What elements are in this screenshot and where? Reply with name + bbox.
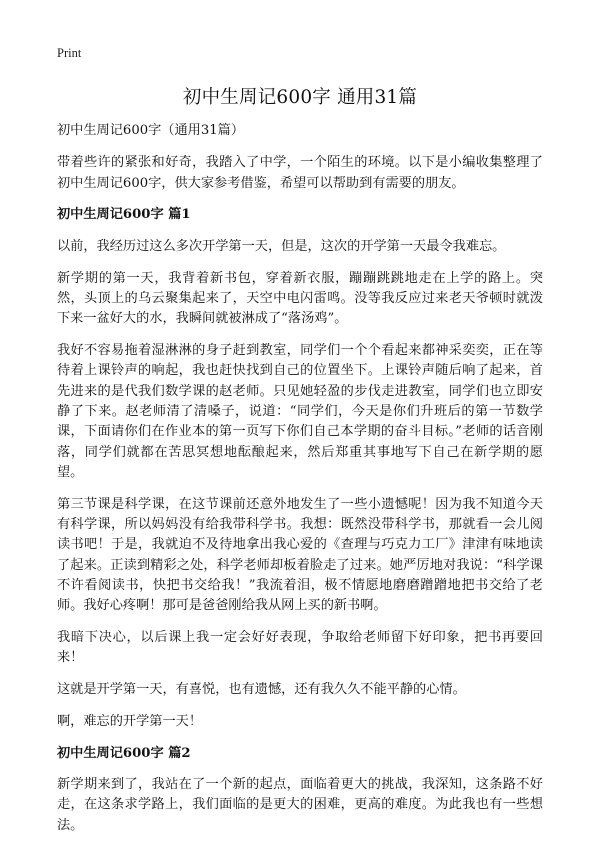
paragraph: 我暗下决心，以后课上我一定会好好表现，争取给老师留下好印象，把书再要回来！ bbox=[57, 629, 543, 666]
section-heading: 初中生周记600字 篇2 bbox=[57, 745, 191, 761]
section-heading: 初中生周记600字 篇1 bbox=[57, 207, 191, 223]
article-subtitle: 初中生周记600字（通用31篇） bbox=[57, 123, 245, 138]
paragraph: 以前，我经历过这么多次开学第一天，但是，这次的开学第一天最令我难忘。 bbox=[57, 238, 506, 254]
paragraph: 我好不容易拖着湿淋淋的身子赶到教室，同学们一个个看起来都神采奕奕，正在等待着上课铃声的响起，我也赶快找到自己的位置坐下。上课铃声随后响了起来，首先进来的是代我们数学课的赵老师。只见她轻盈的步伐走进教室，同学们也立即安静了下来。赵老师清了清嗓子，说道：“同学们，今天是你们升班后的第一节数学课，下面请你们在作业本的第一页写下你们自己本学期的奋斗目标。”老师的话音刚落，同学们就都在苦思冥想地酝酿起来，然后郑重其事地写下自己在新学期的愿望。 bbox=[57, 343, 543, 480]
paragraph: 新学期来到了，我站在了一个新的起点，面临着更大的挑战，我深知，这条路不好走，在这条求学路上，我们面临的是更大的困难，更高的难度。为此我也有一些想法。 bbox=[57, 777, 543, 833]
article-body bbox=[57, 121, 543, 848]
paragraph: 新学期的第一天，我背着新书包，穿着新衣服，蹦蹦跳跳地走在上学的路上。突然，头顶上的乌云聚集起来了，天空中电闪雷鸣。没等我反应过来老天爷顿时就泼下来一盆好大的水，我瞬间就被淋成了“落汤鸡”。 bbox=[57, 270, 543, 327]
intro-paragraph: 带着些许的紧张和好奇，我踏入了中学，一个陌生的环境。以下是小编收集整理了初中生周记600字，供大家参考借鉴，希望可以帮助到有需要的朋友。 bbox=[57, 155, 543, 191]
paragraph: 啊，难忘的开学第一天！ bbox=[57, 713, 203, 729]
print-link[interactable]: Print bbox=[57, 46, 82, 60]
page-title: 初中生周记600字 通用31篇 bbox=[182, 87, 418, 108]
paragraph: 这就是开学第一天，有喜悦，也有遗憾，还有我久久不能平静的心情。 bbox=[57, 682, 466, 698]
paragraph: 第三节课是科学课，在这节课前还意外地发生了一些小遗憾呢！因为我不知道今天有科学课，所以妈妈没有给我带科学书。我想：既然没带科学书，那就看一会儿阅读书吧！于是，我就迫不及待地拿出我心爱的《查理与巧克力工厂》津津有味地读了起来。正读到精彩之处，科学老师却板着脸走了过来。她严厉地对我说：“科学课不许看阅读书，快把书交给我！”我流着泪，极不情愿地磨磨蹭蹭地把书交给了老师。我好心疼啊！那可是爸爸刚给我从网上买的新书啊。 bbox=[57, 496, 543, 614]
